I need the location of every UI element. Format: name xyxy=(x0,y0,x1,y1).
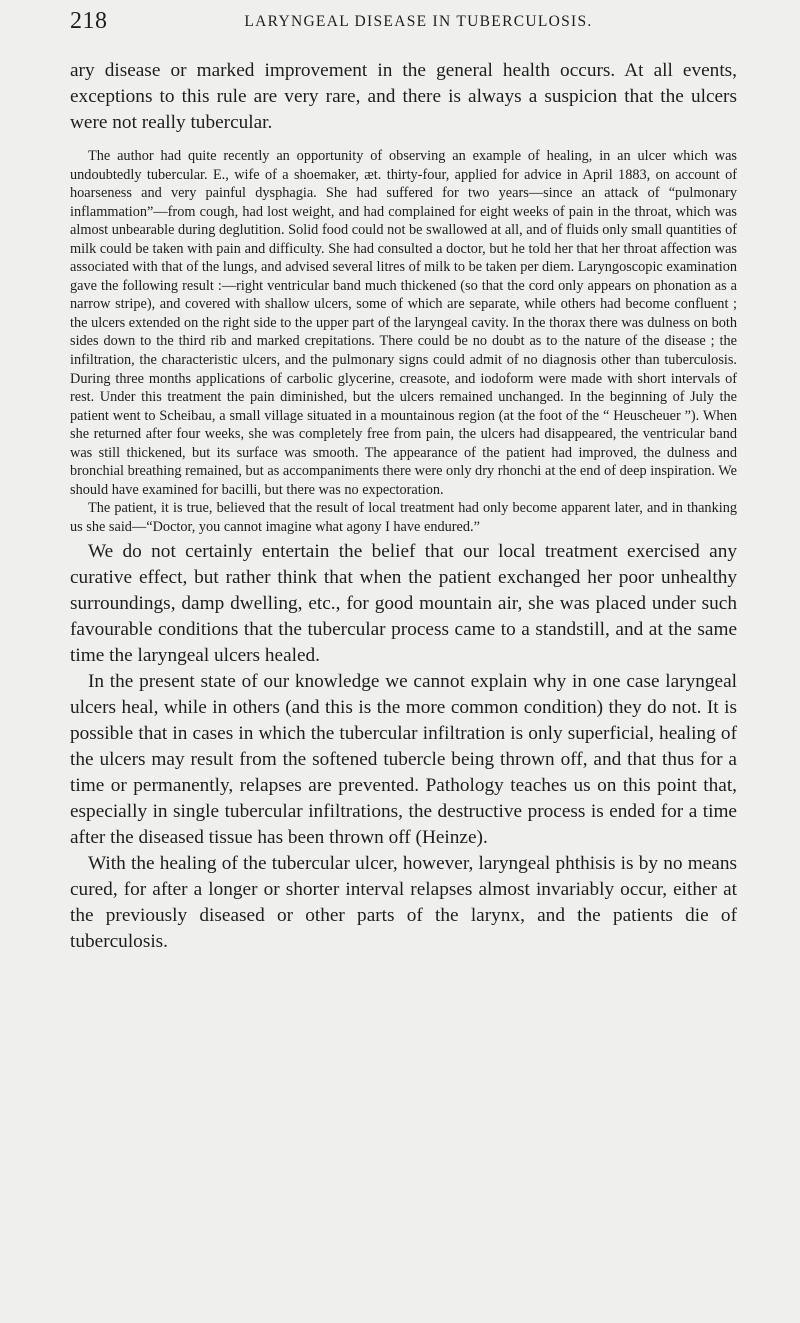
paragraph-intro: ary disease or marked improvement in the general health occurs. At all events, exceptions to this rule are very rare, and there is always a suspicion that the ulcers were not really tubercular. xyxy=(70,60,737,133)
paragraph-present-state: In the present state of our knowledge we cannot explain why in one case laryngeal ulcers heal, while in others (and this is the more common condition) they do not. It is possible that in cases in which the tubercular infiltration is only superficial, healing of the ulcers may result from the softened tubercle being thrown off, and that thus for a time or permanently, relapses are prevented. Pathology teaches us on this point that, especially in single tubercular infiltrations, the destructive process is ended for a time after the diseased tissue has been thrown off (Heinze). xyxy=(70,671,737,849)
running-title: LARYNGEAL DISEASE IN TUBERCULOSIS. xyxy=(244,13,593,30)
paragraph-patient-quote: The patient, it is true, believed that the result of local treatment had only become apparent later, and in thanking us she said—“Doctor, you cannot imagine what agony I have endured.” xyxy=(70,500,737,535)
page-number: 218 xyxy=(70,8,108,34)
paragraph-case-report: The author had quite recently an opportunity of observing an example of healing, in an ulcer which was undoubtedly tubercular. E., wife of a shoemaker, æt. thirty-four, applied for advice in April 1883, on account of hoarseness and very painful dysphagia. She had suffered for two years—since an attack of “pulmonary inflammation”—from cough, had lost weight, and had complained for eight weeks of pain in the throat, which was almost unbearable during deglutition. Solid food could not be swallowed at all, and of fluids only small quantities of milk could be taken with pain and difficulty. She had consulted a doctor, but he told her that her throat affection was associated with that of the lungs, and advised several litres of milk to be taken per diem. Laryngoscopic examination gave the following result :—right ventricular band much thickened (so that the cord only appears on phonation as a narrow stripe), and covered with shallow ulcers, some of which are separate, while others had become confluent ; the ulcers extended on the right side to the upper part of the laryngeal cavity. In the thorax there was dulness on both sides down to the third rib and marked crepitations. There could be no doubt as to the nature of the disease ; the infiltration, the characteristic ulcers, and the pulmonary signs could admit of no diagnosis other than tuberculosis. During three months applications of carbolic glycerine, creasote, and iodoform were made with short intervals of rest. Under this treatment the pain diminished, but the ulcers remained unchanged. In the beginning of July the patient went to Scheibau, a small village situated in a mountainous region (at the foot of the “ Heuscheuer ”). When she returned after four weeks, she was completely free from pain, the ulcers had disappeared, the ventricular band was still thickened, but its surface was smooth. The appearance of the patient had improved, the dulness and bronchial breathing remained, but as accompaniments there were only dry rhonchi at the end of deep inspiration. We should have examined for bacilli, but there was no expectoration. xyxy=(70,148,737,498)
running-head xyxy=(70,0,737,58)
paragraph-healing: With the healing of the tubercular ulcer, however, laryngeal phthisis is by no means cured, for after a longer or shorter interval relapses almost invariably occur, either at the previously diseased or other parts of the larynx, and the patients die of tuberculosis. xyxy=(70,853,737,953)
paragraph-belief: We do not certainly entertain the belief that our local treatment exercised any curative effect, but rather think that when the patient exchanged her poor unhealthy surroundings, damp dwelling, etc., for good mountain air, she was placed under such favourable conditions that the tubercular process came to a standstill, and at the same time the laryngeal ulcers healed. xyxy=(70,541,737,667)
